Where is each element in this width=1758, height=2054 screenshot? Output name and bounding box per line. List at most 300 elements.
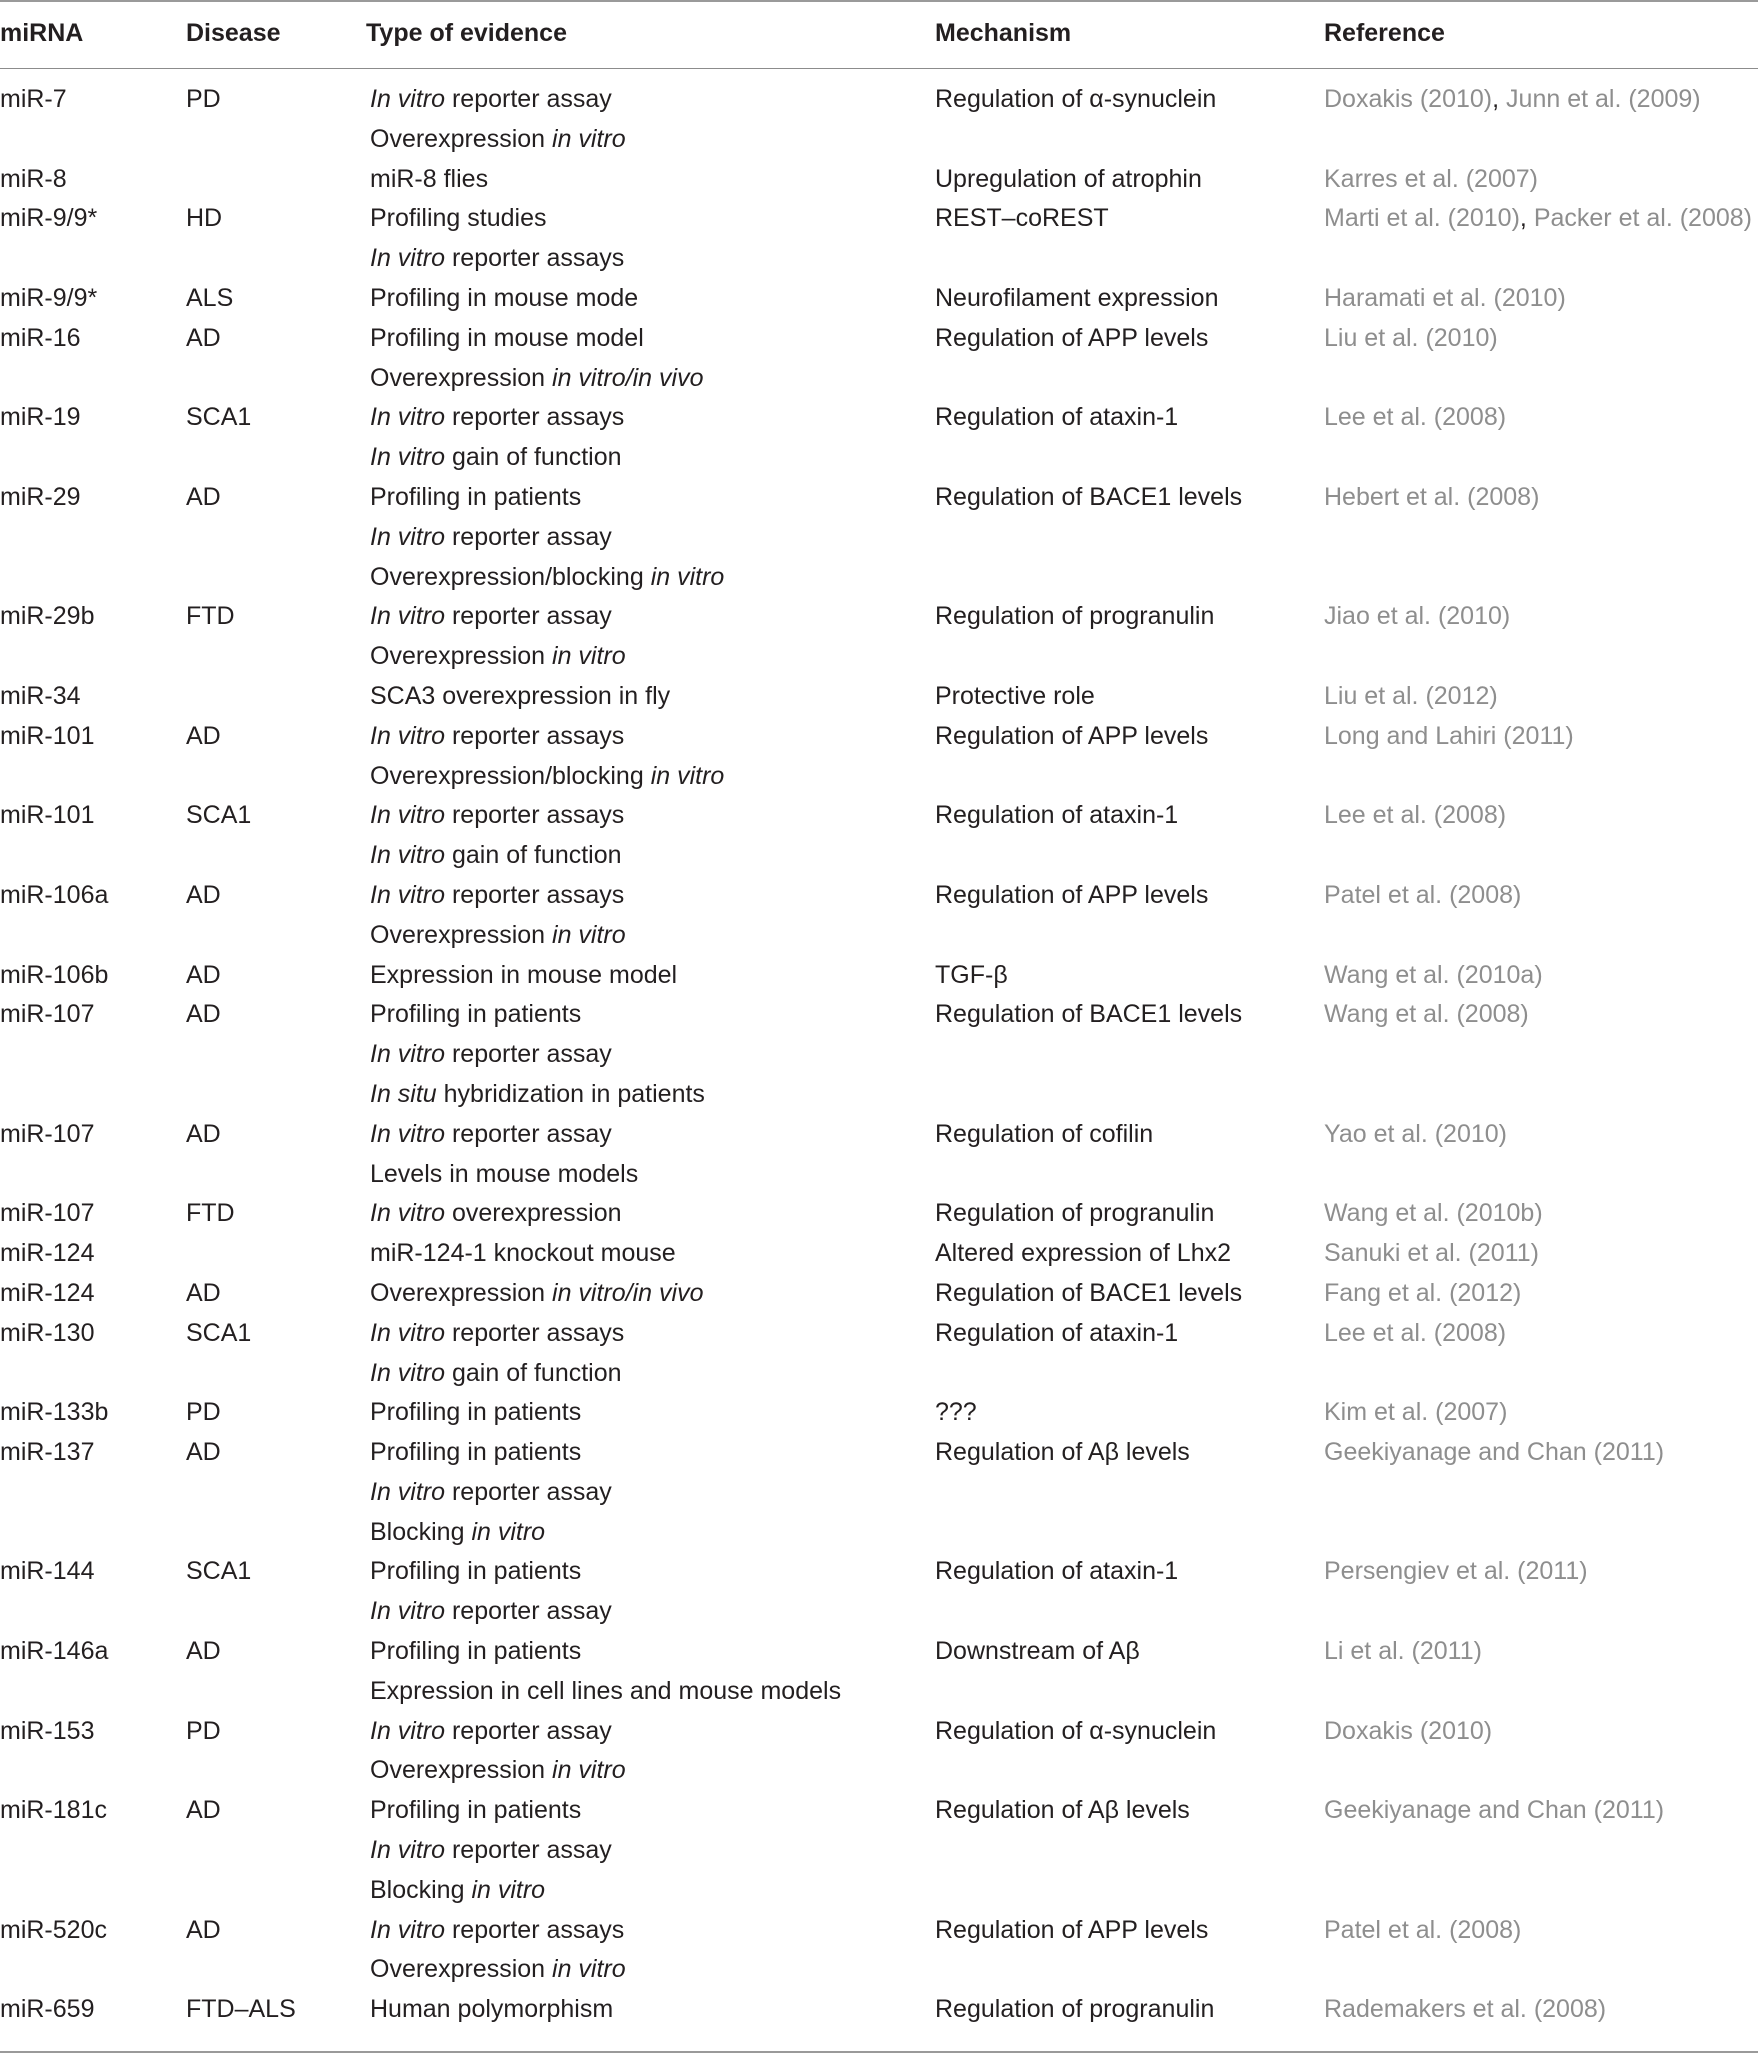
cell-mirna: miR-144 <box>0 1557 95 1586</box>
evidence-line <box>370 1831 612 1871</box>
cell-disease: SCA1 <box>186 1318 252 1347</box>
evidence-pre: Profiling in patients <box>370 1000 582 1029</box>
evidence-line <box>370 597 626 637</box>
evidence-ital: In vitro <box>370 1716 446 1745</box>
cell-mirna: miR-19 <box>0 403 81 432</box>
cell-evidence <box>370 478 724 597</box>
table-body <box>0 80 1758 2030</box>
cell-disease: AD <box>186 1438 221 1467</box>
evidence-pre: Overexpression/blocking <box>370 761 651 790</box>
bottom-rule <box>0 2051 1758 2053</box>
cell-disease: AD <box>186 1000 221 1029</box>
table-row <box>0 1115 1758 1195</box>
reference-link[interactable]: Lee et al. (2008) <box>1324 1318 1507 1347</box>
reference-link[interactable]: Rademakers et al. (2008) <box>1324 1995 1607 2024</box>
evidence-pre: Blocking <box>370 1875 472 1904</box>
table-row <box>0 1393 1758 1433</box>
cell-reference <box>1324 1234 1539 1274</box>
cell-evidence <box>370 160 488 200</box>
table-header <box>0 0 1758 68</box>
cell-disease: AD <box>186 482 221 511</box>
cell-evidence <box>370 1115 638 1195</box>
evidence-ital: in vitro/in vivo <box>552 363 704 392</box>
cell-mechanism: REST–coREST <box>935 204 1109 233</box>
cell-mechanism: Regulation of Aβ levels <box>935 1796 1190 1825</box>
evidence-line <box>370 1791 612 1831</box>
cell-mirna: miR-659 <box>0 1995 95 2024</box>
cell-mechanism: Regulation of APP levels <box>935 721 1209 750</box>
cell-reference <box>1324 1632 1482 1672</box>
evidence-pre: Overexpression <box>370 642 553 671</box>
evidence-ital: In vitro <box>370 443 446 472</box>
evidence-line <box>370 1672 841 1712</box>
header-mirna: miRNA <box>0 19 84 47</box>
cell-mirna: miR-101 <box>0 721 95 750</box>
cell-reference <box>1324 677 1498 717</box>
evidence-pre: Profiling in mouse model <box>370 323 644 352</box>
evidence-line <box>370 916 626 956</box>
cell-mechanism: Downstream of Aβ <box>935 1637 1140 1666</box>
cell-mirna: miR-7 <box>0 85 67 113</box>
table-row <box>0 1632 1758 1712</box>
cell-disease: HD <box>186 204 223 233</box>
evidence-line <box>370 1155 638 1195</box>
reference-separator: , <box>1492 85 1507 113</box>
evidence-ital: in vitro <box>552 124 626 153</box>
evidence-line <box>370 80 626 120</box>
cell-reference <box>1324 478 1539 518</box>
evidence-line <box>370 1552 612 1592</box>
evidence-ital: In vitro <box>370 841 446 870</box>
evidence-ital: In vitro <box>370 1119 446 1148</box>
reference-link[interactable]: Doxakis (2010) <box>1324 1716 1493 1745</box>
evidence-ital: In vitro <box>370 602 446 631</box>
evidence-pre: Profiling in patients <box>370 1557 582 1586</box>
cell-mirna: miR-124 <box>0 1239 95 1268</box>
cell-mechanism: Regulation of progranulin <box>935 1995 1215 2024</box>
cell-mirna: miR-29b <box>0 602 95 631</box>
evidence-post: reporter assay <box>445 522 612 551</box>
reference-link[interactable]: Karres et al. (2007) <box>1324 164 1538 193</box>
header-mechanism: Mechanism <box>935 19 1072 47</box>
cell-mechanism: Regulation of BACE1 levels <box>935 1000 1243 1029</box>
evidence-ital: In vitro <box>370 1597 446 1626</box>
cell-mechanism: Regulation of BACE1 levels <box>935 482 1243 511</box>
reference-link[interactable]: Lee et al. (2008) <box>1324 403 1507 432</box>
evidence-post: reporter assays <box>445 880 625 909</box>
cell-disease: FTD–ALS <box>186 1995 296 2024</box>
cell-mirna: miR-124 <box>0 1278 95 1307</box>
cell-reference <box>1324 279 1566 319</box>
cell-reference <box>1324 1194 1543 1234</box>
evidence-ital: in vitro <box>552 920 626 949</box>
table-row <box>0 478 1758 597</box>
evidence-line <box>370 1473 612 1513</box>
evidence-ital: in vitro <box>471 1875 546 1904</box>
cell-evidence <box>370 1791 612 1910</box>
cell-reference <box>1324 1393 1507 1433</box>
cell-mechanism: Regulation of BACE1 levels <box>935 1278 1243 1307</box>
cell-mirna: miR-106b <box>0 960 109 989</box>
table-row <box>0 597 1758 677</box>
evidence-pre: Overexpression <box>370 1756 553 1785</box>
evidence-line <box>370 1314 624 1354</box>
header-rule <box>0 68 1758 69</box>
cell-evidence <box>370 1712 626 1792</box>
evidence-line <box>370 1712 626 1752</box>
table-row <box>0 995 1758 1114</box>
cell-mechanism: Regulation of α-synuclein <box>935 85 1217 113</box>
evidence-pre: Profiling in patients <box>370 1796 582 1825</box>
reference-link[interactable]: Wang et al. (2010a) <box>1324 960 1543 989</box>
table-row <box>0 1194 1758 1234</box>
cell-evidence <box>370 717 724 797</box>
cell-mirna: miR-181c <box>0 1796 107 1825</box>
evidence-ital: In situ <box>370 1079 437 1108</box>
evidence-pre: Profiling in patients <box>370 1398 582 1427</box>
evidence-ital: In vitro <box>370 1836 446 1865</box>
evidence-pre: Overexpression <box>370 1955 553 1984</box>
cell-reference <box>1324 597 1510 637</box>
cell-reference <box>1324 995 1529 1035</box>
evidence-line <box>370 796 624 836</box>
evidence-pre: Profiling in mouse mode <box>370 283 639 312</box>
evidence-post: reporter assays <box>445 244 625 273</box>
evidence-ital: In vitro <box>370 1477 446 1506</box>
reference-link[interactable]: Liu et al. (2010) <box>1324 323 1498 352</box>
cell-evidence <box>370 995 705 1114</box>
reference-link[interactable]: Patel et al. (2008) <box>1324 1915 1522 1944</box>
reference-link[interactable]: Liu et al. (2012) <box>1324 681 1498 710</box>
evidence-line <box>370 1234 676 1274</box>
evidence-pre: Overexpression <box>370 920 553 949</box>
cell-evidence <box>370 1234 676 1274</box>
cell-evidence <box>370 1990 613 2030</box>
cell-evidence <box>370 1911 626 1991</box>
cell-disease: ALS <box>186 283 234 312</box>
evidence-post: reporter assay <box>445 85 612 113</box>
evidence-line <box>370 438 624 478</box>
table-row <box>0 677 1758 717</box>
cell-evidence <box>370 1632 841 1712</box>
evidence-line <box>370 1592 612 1632</box>
cell-mechanism: Regulation of APP levels <box>935 1915 1209 1944</box>
table-row <box>0 717 1758 797</box>
cell-reference <box>1324 199 1752 239</box>
evidence-post: reporter assay <box>445 602 612 631</box>
cell-evidence <box>370 398 624 478</box>
cell-disease: PD <box>186 1398 221 1427</box>
cell-mechanism: Regulation of ataxin-1 <box>935 403 1179 432</box>
header-evidence: Type of evidence <box>366 19 567 47</box>
reference-link[interactable]: Long and Lahiri (2011) <box>1324 721 1574 750</box>
evidence-pre: Levels in mouse models <box>370 1159 639 1188</box>
evidence-post: reporter assay <box>445 1836 612 1865</box>
evidence-line <box>370 995 705 1035</box>
cell-mechanism: Regulation of ataxin-1 <box>935 1318 1179 1347</box>
evidence-line <box>370 1393 581 1433</box>
evidence-ital: In vitro <box>370 1199 446 1228</box>
reference-link[interactable]: Jiao et al. (2010) <box>1324 602 1511 631</box>
reference-link[interactable]: Kim et al. (2007) <box>1324 1398 1508 1427</box>
evidence-pre: miR-124-1 knockout mouse <box>370 1239 676 1268</box>
table-row <box>0 80 1758 160</box>
cell-mirna: miR-8 <box>0 164 67 193</box>
table-row <box>0 1990 1758 2030</box>
evidence-pre: Blocking <box>370 1517 472 1546</box>
cell-mirna: miR-106a <box>0 880 109 909</box>
evidence-pre: Overexpression <box>370 1278 553 1307</box>
evidence-line <box>370 1433 612 1473</box>
cell-disease: SCA1 <box>186 403 252 432</box>
cell-mirna: miR-133b <box>0 1398 109 1427</box>
evidence-line <box>370 637 626 677</box>
reference-link[interactable]: Geekiyanage and Chan (2011) <box>1324 1438 1665 1467</box>
evidence-line <box>370 1274 703 1314</box>
cell-reference <box>1324 1791 1664 1831</box>
cell-evidence <box>370 1314 624 1394</box>
cell-evidence <box>370 876 626 956</box>
cell-mechanism: Regulation of ataxin-1 <box>935 1557 1179 1586</box>
reference-link[interactable]: Patel et al. (2008) <box>1324 880 1522 909</box>
cell-evidence <box>370 80 626 160</box>
evidence-ital: In vitro <box>370 721 446 750</box>
evidence-line <box>370 319 703 359</box>
evidence-line <box>370 1990 613 2030</box>
cell-reference <box>1324 1314 1506 1354</box>
cell-mechanism: Regulation of APP levels <box>935 880 1209 909</box>
cell-disease: AD <box>186 960 221 989</box>
evidence-post: reporter assays <box>445 801 625 830</box>
cell-disease: AD <box>186 323 221 352</box>
cell-reference <box>1324 1274 1521 1314</box>
cell-evidence <box>370 1393 581 1433</box>
evidence-ital: in vitro/in vivo <box>552 1278 704 1307</box>
evidence-ital: In vitro <box>370 244 446 273</box>
cell-mechanism: Regulation of cofilin <box>935 1119 1154 1148</box>
reference-link[interactable]: Wang et al. (2008) <box>1324 1000 1529 1029</box>
evidence-line <box>370 836 624 876</box>
cell-disease: PD <box>186 1716 221 1745</box>
cell-mirna: miR-130 <box>0 1318 95 1347</box>
evidence-pre: Profiling studies <box>370 204 547 233</box>
evidence-ital: In vitro <box>370 85 446 113</box>
table-row <box>0 199 1758 279</box>
cell-mirna: miR-520c <box>0 1915 107 1944</box>
evidence-post: reporter assays <box>445 403 625 432</box>
evidence-pre: Overexpression <box>370 363 553 392</box>
cell-disease: AD <box>186 721 221 750</box>
evidence-post: gain of function <box>445 841 622 870</box>
table-row <box>0 1791 1758 1910</box>
cell-evidence <box>370 199 624 279</box>
evidence-ital: In vitro <box>370 1040 446 1069</box>
reference-link[interactable]: Yao et al. (2010) <box>1324 1119 1507 1148</box>
reference-link[interactable]: Lee et al. (2008) <box>1324 801 1507 830</box>
cell-reference <box>1324 1115 1507 1155</box>
cell-reference <box>1324 319 1498 359</box>
cell-disease: SCA1 <box>186 1557 252 1586</box>
reference-link[interactable]: Haramati et al. (2010) <box>1324 283 1566 312</box>
evidence-post: reporter assay <box>445 1040 612 1069</box>
table-row <box>0 1911 1758 1991</box>
evidence-post: hybridization in patients <box>436 1079 705 1108</box>
cell-evidence <box>370 279 638 319</box>
evidence-ital: In vitro <box>370 403 446 432</box>
evidence-post: gain of function <box>445 1358 622 1387</box>
cell-mechanism: TGF-β <box>935 960 1008 989</box>
cell-mirna: miR-153 <box>0 1716 95 1745</box>
cell-reference <box>1324 80 1701 120</box>
cell-mechanism: Regulation of progranulin <box>935 602 1215 631</box>
evidence-ital: in vitro <box>471 1517 546 1546</box>
cell-mechanism: Upregulation of atrophin <box>935 164 1202 193</box>
cell-reference <box>1324 796 1506 836</box>
evidence-line <box>370 757 724 797</box>
cell-reference <box>1324 1712 1492 1752</box>
cell-evidence <box>370 956 677 996</box>
cell-reference <box>1324 717 1574 757</box>
evidence-ital: in vitro <box>552 642 626 671</box>
evidence-pre: Profiling in patients <box>370 1637 582 1666</box>
cell-mirna: miR-137 <box>0 1438 95 1467</box>
evidence-line <box>370 1075 705 1115</box>
cell-reference <box>1324 1990 1606 2030</box>
evidence-line <box>370 876 626 916</box>
cell-mechanism: Regulation of ataxin-1 <box>935 801 1179 830</box>
reference-link[interactable]: Persengiev et al. (2011) <box>1324 1557 1588 1586</box>
cell-reference <box>1324 876 1521 916</box>
cell-disease: FTD <box>186 1199 235 1228</box>
evidence-line <box>370 1751 626 1791</box>
evidence-post: gain of function <box>445 443 622 472</box>
evidence-post: reporter assay <box>445 1477 612 1506</box>
evidence-ital: in vitro <box>650 562 725 591</box>
cell-evidence <box>370 1552 612 1632</box>
table-row <box>0 279 1758 319</box>
table-row <box>0 1552 1758 1632</box>
cell-mirna: miR-9/9* <box>0 204 98 233</box>
evidence-pre: miR-8 flies <box>370 164 489 193</box>
table-row <box>0 1433 1758 1552</box>
cell-mirna: miR-146a <box>0 1637 109 1666</box>
header-disease: Disease <box>186 19 281 47</box>
cell-reference <box>1324 160 1538 200</box>
evidence-line <box>370 956 677 996</box>
header-reference: Reference <box>1324 19 1445 47</box>
evidence-line <box>370 279 638 319</box>
cell-evidence <box>370 796 624 876</box>
evidence-post: reporter assays <box>445 721 625 750</box>
table-row <box>0 1314 1758 1394</box>
evidence-ital: In vitro <box>370 522 446 551</box>
cell-evidence <box>370 1274 703 1314</box>
evidence-line <box>370 398 624 438</box>
evidence-pre: Profiling in patients <box>370 1438 582 1467</box>
evidence-line <box>370 1194 622 1234</box>
cell-mechanism: Regulation of α-synuclein <box>935 1716 1217 1745</box>
table-row <box>0 319 1758 399</box>
cell-reference <box>1324 1911 1521 1951</box>
evidence-ital: In vitro <box>370 1318 446 1347</box>
cell-disease: PD <box>186 85 221 113</box>
table-row <box>0 796 1758 876</box>
reference-link[interactable]: Wang et al. (2010b) <box>1324 1199 1543 1228</box>
table-row <box>0 876 1758 956</box>
reference-link[interactable]: Marti et al. (2010) <box>1324 204 1520 233</box>
cell-mechanism: ??? <box>935 1398 977 1427</box>
cell-reference <box>1324 1552 1588 1592</box>
reference-link[interactable]: Packer et al. (2008) <box>1533 204 1752 233</box>
evidence-line <box>370 239 624 279</box>
reference-link[interactable]: Hebert et al. (2008) <box>1324 482 1540 511</box>
cell-disease: AD <box>186 1796 221 1825</box>
cell-disease: AD <box>186 1278 221 1307</box>
evidence-pre: Overexpression/blocking <box>370 562 651 591</box>
evidence-pre: Overexpression <box>370 124 553 153</box>
evidence-line <box>370 1035 705 1075</box>
cell-evidence <box>370 319 703 399</box>
evidence-line <box>370 1871 612 1911</box>
cell-mechanism: Regulation of progranulin <box>935 1199 1215 1228</box>
reference-link[interactable]: Junn et al. (2009) <box>1506 85 1701 113</box>
cell-mechanism: Neurofilament expression <box>935 283 1219 312</box>
reference-link[interactable]: Doxakis (2010) <box>1324 85 1493 113</box>
evidence-line <box>370 717 724 757</box>
cell-evidence <box>370 1433 612 1552</box>
evidence-line <box>370 677 670 717</box>
cell-mirna: miR-29 <box>0 482 81 511</box>
cell-mirna: miR-9/9* <box>0 283 98 312</box>
table-row <box>0 398 1758 478</box>
evidence-ital: in vitro <box>552 1756 626 1785</box>
evidence-line <box>370 1115 638 1155</box>
evidence-post: reporter assay <box>445 1716 612 1745</box>
table-row <box>0 160 1758 200</box>
reference-link[interactable]: Geekiyanage and Chan (2011) <box>1324 1796 1665 1825</box>
evidence-ital: in vitro <box>552 1955 626 1984</box>
reference-link[interactable]: Li et al. (2011) <box>1324 1637 1482 1666</box>
cell-mirna: miR-16 <box>0 323 81 352</box>
evidence-post: reporter assays <box>445 1318 625 1347</box>
evidence-post: overexpression <box>445 1199 622 1228</box>
evidence-pre: Profiling in patients <box>370 482 582 511</box>
cell-mechanism: Regulation of APP levels <box>935 323 1209 352</box>
cell-mechanism: Protective role <box>935 681 1095 710</box>
cell-disease: AD <box>186 880 221 909</box>
cell-mirna: miR-107 <box>0 1119 95 1148</box>
cell-disease: SCA1 <box>186 801 252 830</box>
evidence-post: reporter assays <box>445 1915 625 1944</box>
evidence-pre: Expression in mouse model <box>370 960 678 989</box>
reference-link[interactable]: Fang et al. (2012) <box>1324 1278 1522 1307</box>
table-row <box>0 1234 1758 1274</box>
table-row <box>0 1274 1758 1314</box>
table-row <box>0 956 1758 996</box>
evidence-line <box>370 160 488 200</box>
evidence-line <box>370 558 724 598</box>
evidence-line <box>370 1950 626 1990</box>
cell-mirna: miR-101 <box>0 801 95 830</box>
cell-evidence <box>370 1194 622 1234</box>
evidence-ital: in vitro <box>650 761 725 790</box>
cell-reference <box>1324 1433 1664 1473</box>
evidence-line <box>370 478 724 518</box>
cell-mirna: miR-107 <box>0 1000 95 1029</box>
evidence-line <box>370 1354 624 1394</box>
cell-disease: AD <box>186 1915 221 1944</box>
reference-link[interactable]: Sanuki et al. (2011) <box>1324 1239 1539 1268</box>
